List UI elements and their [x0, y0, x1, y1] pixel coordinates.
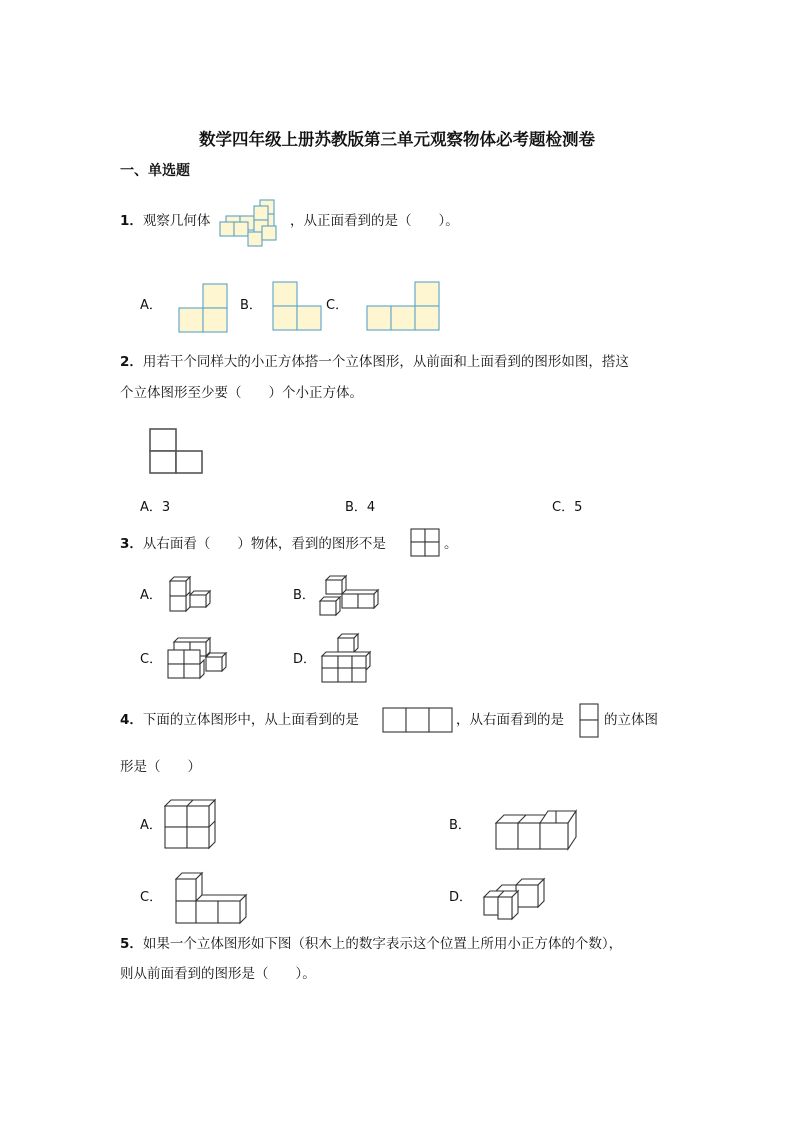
q3-view-figure [410, 528, 440, 558]
option-b-label[interactable]: B． [449, 818, 471, 833]
q1-solid-figure [216, 196, 286, 252]
option-c[interactable]: C．5 [552, 500, 583, 515]
q4-option-a-figure[interactable] [163, 798, 217, 852]
question-text: 如果一个立体图形如下图（积木上的数字表示这个位置上所用小正方体的个数）， [142, 936, 623, 952]
option-a-label[interactable]: A． [140, 818, 162, 833]
q4-option-b-figure[interactable] [494, 809, 580, 853]
option-c-label[interactable]: C． [140, 890, 163, 905]
question-4-cont2: 的立体图 [604, 712, 658, 728]
option-b-label[interactable]: B． [240, 298, 262, 313]
question-3-cont: 。 [444, 536, 458, 552]
question-4-cont: ，从右面看到的是 [456, 712, 564, 728]
question-text: 下面的立体图形中，从上面看到的是 [142, 712, 359, 728]
question-4 [120, 710, 359, 730]
question-2-line2: 个立体图形至少要（ ）个小正方体。 [120, 385, 363, 401]
q4-option-c-figure[interactable] [174, 869, 250, 925]
question-4-line2: 形是（ ） [120, 759, 201, 775]
option-c-label[interactable]: C． [140, 652, 163, 667]
q3-option-d-figure[interactable] [318, 632, 374, 684]
question-text: 用若干个同样大的小正方体搭一个立体图形，从前面和上面看到的图形如图，搭这 [142, 354, 629, 370]
option-d-label[interactable]: D． [449, 890, 473, 905]
q3-option-c-figure[interactable] [166, 636, 228, 680]
option-a-label[interactable]: A． [140, 298, 162, 313]
question-number: 1． [120, 213, 143, 229]
question-5-line2: 则从前面看到的图形是（ ）。 [120, 966, 316, 982]
question-1 [120, 211, 210, 231]
option-b-label[interactable]: B． [293, 588, 315, 603]
q1-option-a-figure[interactable] [178, 284, 228, 334]
q3-option-b-figure[interactable] [318, 574, 382, 616]
q1-option-b-figure[interactable] [272, 282, 322, 332]
question-2 [120, 352, 629, 372]
section-heading: 一、单选题 [120, 163, 190, 179]
q1-option-c-figure[interactable] [366, 282, 442, 332]
option-a[interactable]: A．3 [140, 500, 171, 515]
question-number: 2． [120, 354, 143, 370]
question-number: 5． [120, 936, 143, 952]
q3-option-a-figure[interactable] [166, 576, 214, 612]
q4-option-d-figure[interactable] [482, 877, 564, 923]
page-title: 数学四年级上册苏教版第三单元观察物体必考题检测卷 [199, 130, 595, 149]
question-number: 3． [120, 536, 143, 552]
q2-view-figure [148, 427, 206, 475]
question-text: 观察几何体 [142, 213, 211, 229]
option-a-label[interactable]: A． [140, 588, 162, 603]
question-number: 4． [120, 712, 143, 728]
q4-right-view-figure [579, 703, 601, 739]
option-b[interactable]: B．4 [345, 500, 376, 515]
question-text: 从右面看（ ）物体，看到的图形不是 [142, 536, 386, 552]
option-d-label[interactable]: D． [293, 652, 317, 667]
question-3 [120, 534, 386, 554]
q4-top-view-figure [382, 707, 454, 735]
option-c-label[interactable]: C． [326, 298, 349, 313]
question-1-cont: ，从正面看到的是（ ）。 [290, 213, 459, 229]
question-5 [120, 934, 622, 954]
